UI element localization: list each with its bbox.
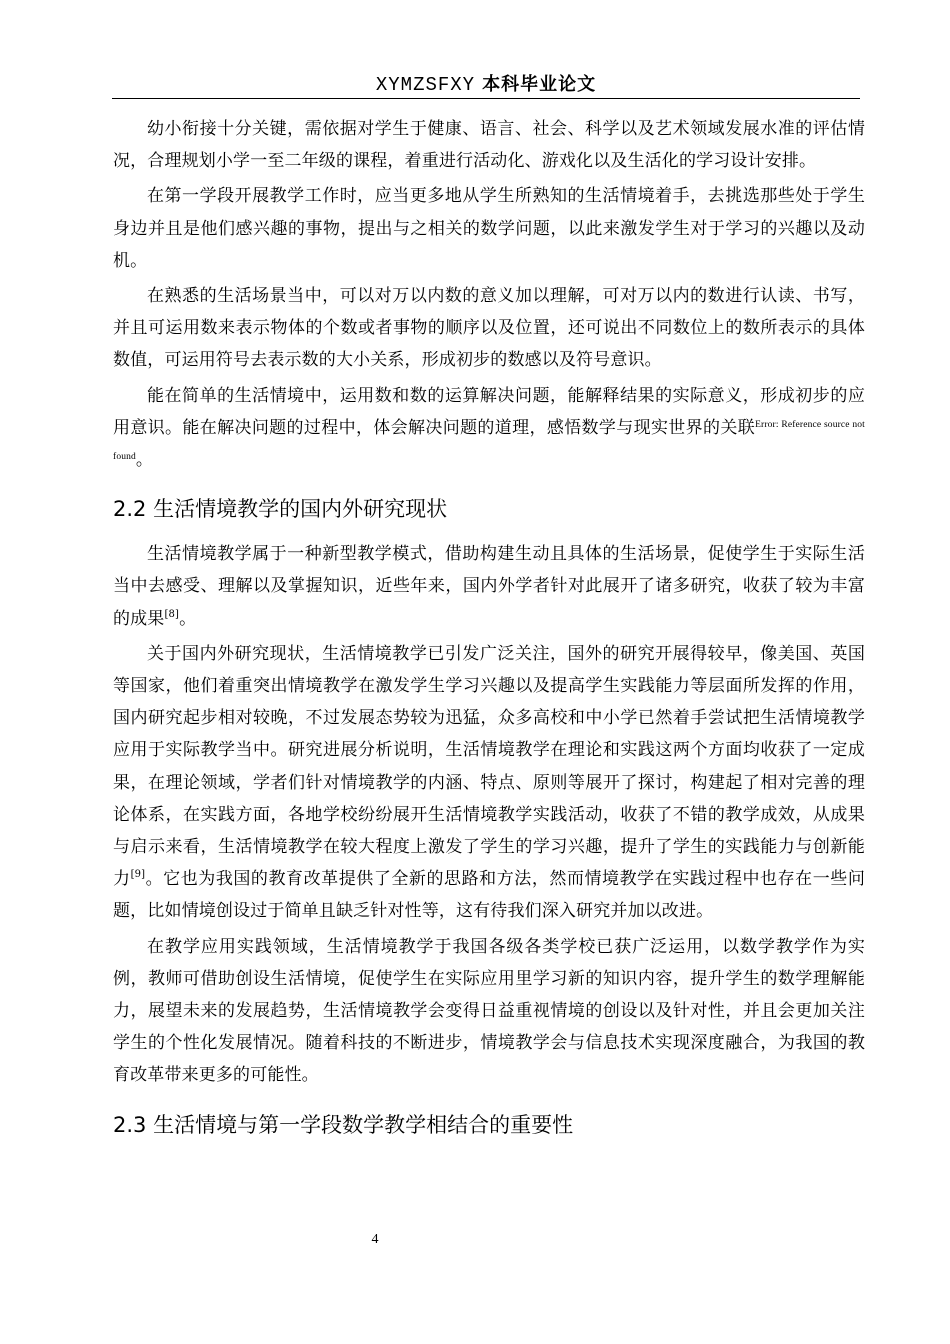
citation-9: [9] [130,869,146,881]
paragraph: 幼小衔接十分关键，需依据对学生于健康、语言、社会、科学以及艺术领域发展水准的评估情况，合理规划小学一至二年级的课程，着重进行活动化、游戏化以及生活化的学习设计安排。 [113,119,865,172]
paragraph-text: 关于国内外研究现状，生活情境教学已引发广泛关注，国外的研究开展得较早，像美国、英国等国家，他们着重突出情境教学在激发学生学习兴趣以及提高学生实践能力等层面所发挥的作用，国内研究起步相对较晚，不过发展态势较为迅猛，众多高校和中小学已然着手尝试把生活情境教学应用于实际教学当中。研究进展分析说明，生活情境教学在理论和实践这两个方面均收获了一定成果，在理论领域，学者们针对情境教学的内涵、特点、原则等展开了探讨，构建起了相对完善的理论体系，在实践方面，各地学校纷纷展开生活情境教学实践活动，收获了不错的教学成效，从成果与启示来看，生活情境教学在较大程度上激发了学生的学习兴趣，提升了学生的实践能力与创新能力 [113,643,865,890]
header-title [376,73,596,95]
paragraph-end: 。 [179,608,197,629]
running-header [112,70,860,99]
body-text [113,113,865,1154]
citation-8: [8] [164,608,180,620]
paragraph: 在第一学段开展教学工作时，应当更多地从学生所熟知的生活情境着手，去挑选那些处于学生身边并且是他们感兴趣的事物，提出与之相关的数学问题，以此来激发学生对于学习的兴趣以及动机。 [113,186,865,271]
header-school-code: XYMZSFXY [375,74,476,96]
paragraph-end: 。 [135,450,154,471]
paragraph [113,638,865,928]
paragraph: 在熟悉的生活场景当中，可以对万以内数的意义加以理解，可对万以内的数进行认读、书写，并且可运用数来表示物体的个数或者事物的顺序以及位置，还可说出不同数位上的数所表示的具体数值，可运用符号去表示数的大小关系，形成初步的数感以及符号意识。 [113,286,865,371]
section-heading-2-2: 2.2 生活情境教学的国内外研究现状 [113,497,448,522]
page-number: 4 [371,1232,379,1247]
reference-error: Error: Reference source not found [113,419,865,463]
paragraph [113,538,865,635]
paragraph [113,380,865,477]
section-heading-2-3: 2.3 生活情境与第一学段数学教学相结合的重要性 [113,1112,574,1137]
header-thesis-label: 本科毕业论文 [482,74,597,95]
paragraph-text: 生活情境教学属于一种新型教学模式，借助构建生动且具体的生活场景，促使学生于实际生活当中去感受、理解以及掌握知识，近些年来，国内外学者针对此展开了诸多研究，收获了较为丰富的成果 [113,544,865,629]
paragraph-text-continued: 。它也为我国的教育改革提供了全新的思路和方法，然而情境教学在实践过程中也存在一些问题，比如情境创设过于简单且缺乏针对性等，这有待我们深入研究并加以改进。 [113,869,865,922]
paragraph-text: 能在简单的生活情境中，运用数和数的运算解决问题，能解释结果的实际意义，形成初步的应用意识。能在解决问题的过程中，体会解决问题的道理，感悟数学与现实世界的关联 [113,385,865,438]
paragraph: 在教学应用实践领域，生活情境教学于我国各级各类学校已获广泛运用，以数学教学作为实例，教师可借助创设生活情境，促使学生在实际应用里学习新的知识内容，提升学生的数学理解能力，展望未来的发展趋势，生活情境教学会变得日益重视情境的创设以及针对性，并且会更加关注学生的个性化发展情况。随着科技的不断进步，情境教学会与信息技术实现深度融合，为我国的教育改革带来更多的可能性。 [113,936,865,1086]
